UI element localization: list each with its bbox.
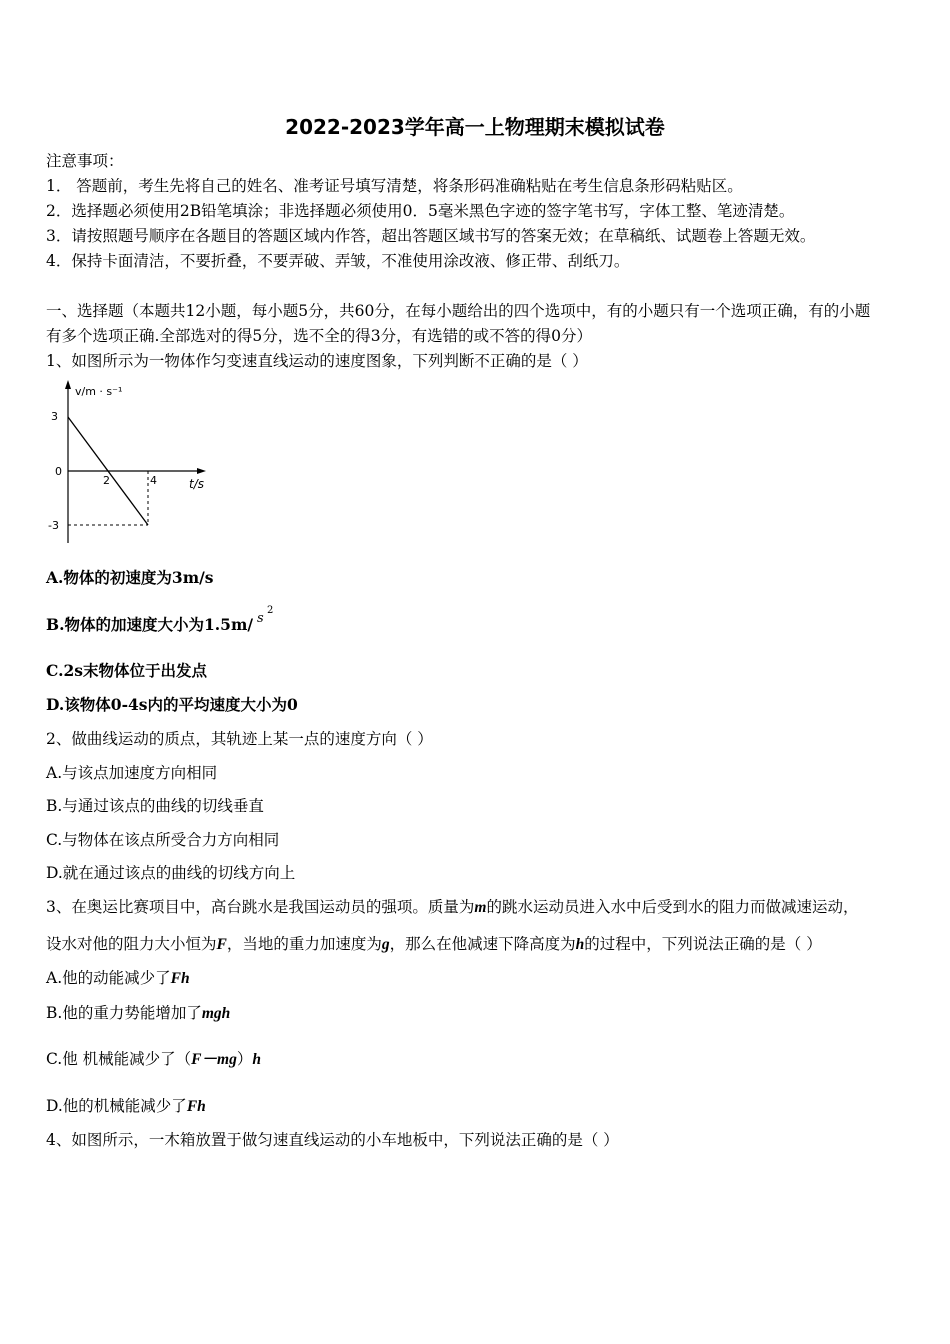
stem-text: 设水对他的阻力大小恒为 [46, 935, 217, 953]
question-2-stem: 2、做曲线运动的质点，其轨迹上某一点的速度方向（ ） [46, 730, 433, 748]
notice-item: 2．选择题必须使用2B铅笔填涂；非选择题必须使用0．5毫米黑色字迹的签字笔书写，字体工整、笔迹清楚。 [46, 202, 795, 220]
option-text: A.他的动能减少了 [46, 969, 171, 987]
q1-option-a: A.物体的初速度为3m/s [46, 568, 214, 587]
q1-option-b-exponent: 2 [267, 605, 274, 616]
notice-heading: 注意事项： [46, 152, 124, 170]
velocity-time-graph [46, 378, 216, 548]
notice-item: 3．请按照题号顺序在各题目的答题区域内作答，超出答题区域书写的答案无效；在草稿纸、试题卷上答题无效。 [46, 227, 816, 245]
q1-option-b-text: B.物体的加速度大小为1.5m/ [46, 615, 254, 634]
y-axis-arrow [65, 380, 71, 389]
stem-text: ，当地的重力加速度为 [226, 935, 382, 953]
y-axis-label: v/m · s⁻¹ [75, 385, 123, 398]
y-tick-label: 3 [51, 410, 58, 423]
q1-option-c: C.2s末物体位于出发点 [46, 661, 207, 680]
question-1-stem: 1、如图所示为一物体作匀变速直线运动的速度图象，下列判断不正确的是（ ） [46, 352, 588, 370]
section-header-line2: 有多个选项正确.全部选对的得5分，选不全的得3分，有选错的或不答的得0分） [46, 327, 593, 345]
q3-option-c [46, 1049, 261, 1070]
question-3-stem-line1 [46, 897, 858, 918]
option-text: ） [236, 1050, 253, 1068]
q1-option-b-unit: s [257, 611, 264, 626]
var-m: m [474, 899, 487, 916]
option-math: h [252, 1051, 261, 1068]
var-g: g [381, 936, 390, 953]
y-tick-label: 0 [55, 465, 62, 478]
stem-text: 的过程中，下列说法正确的是（ ） [584, 935, 822, 953]
var-F: F [216, 936, 227, 953]
notice-item: 1． 答题前，考生先将自己的姓名、准考证号填写清楚，将条形码准确粘贴在考生信息条形码粘贴区。 [46, 177, 743, 195]
option-text: B.他的重力势能增加了 [46, 1004, 202, 1022]
q3-option-a [46, 968, 190, 989]
q3-option-b [46, 1003, 230, 1024]
x-axis-label: t/s [189, 477, 204, 491]
q2-option-d: D.就在通过该点的曲线的切线方向上 [46, 864, 296, 882]
option-text: D.他的机械能减少了 [46, 1097, 187, 1115]
x-axis-arrow [197, 468, 206, 474]
option-math: F－mg [191, 1051, 237, 1068]
option-text: C.他 机械能减少了（ [46, 1050, 192, 1068]
question-3-stem-line2 [46, 934, 822, 955]
question-4-stem: 4、如图所示，一木箱放置于做匀速直线运动的小车地板中，下列说法正确的是（ ） [46, 1131, 619, 1149]
var-h: h [575, 936, 585, 953]
stem-text: ，那么在他减速下降高度为 [389, 935, 576, 953]
x-tick-label: 2 [103, 474, 110, 487]
q1-option-b [46, 605, 274, 635]
stem-text: 的跳水运动员进入水中后受到水的阻力而做减速运动， [486, 898, 859, 916]
q1-option-d: D.该物体0-4s内的平均速度大小为0 [46, 695, 298, 714]
option-math: Fh [170, 970, 190, 987]
x-tick-label: 4 [150, 474, 157, 487]
y-tick-label: -3 [48, 519, 59, 532]
option-math: Fh [186, 1098, 206, 1115]
q2-option-b: B.与通过该点的曲线的切线垂直 [46, 797, 264, 815]
q2-option-a: A.与该点加速度方向相同 [46, 764, 218, 782]
notice-item: 4．保持卡面清洁，不要折叠，不要弄破、弄皱，不准使用涂改液、修正带、刮纸刀。 [46, 252, 630, 270]
q2-option-c: C.与物体在该点所受合力方向相同 [46, 831, 280, 849]
stem-text: 3、在奥运比赛项目中，高台跳水是我国运动员的强项。质量为 [46, 898, 475, 916]
q3-option-d [46, 1096, 206, 1117]
page-title: 2022-2023学年高一上物理期末模拟试卷 [285, 115, 665, 139]
section-header-line1: 一、选择题（本题共12小题，每小题5分，共60分，在每小题给出的四个选项中，有的小题只有一个选项正确，有的小题 [46, 302, 871, 320]
option-math: mgh [201, 1005, 231, 1022]
